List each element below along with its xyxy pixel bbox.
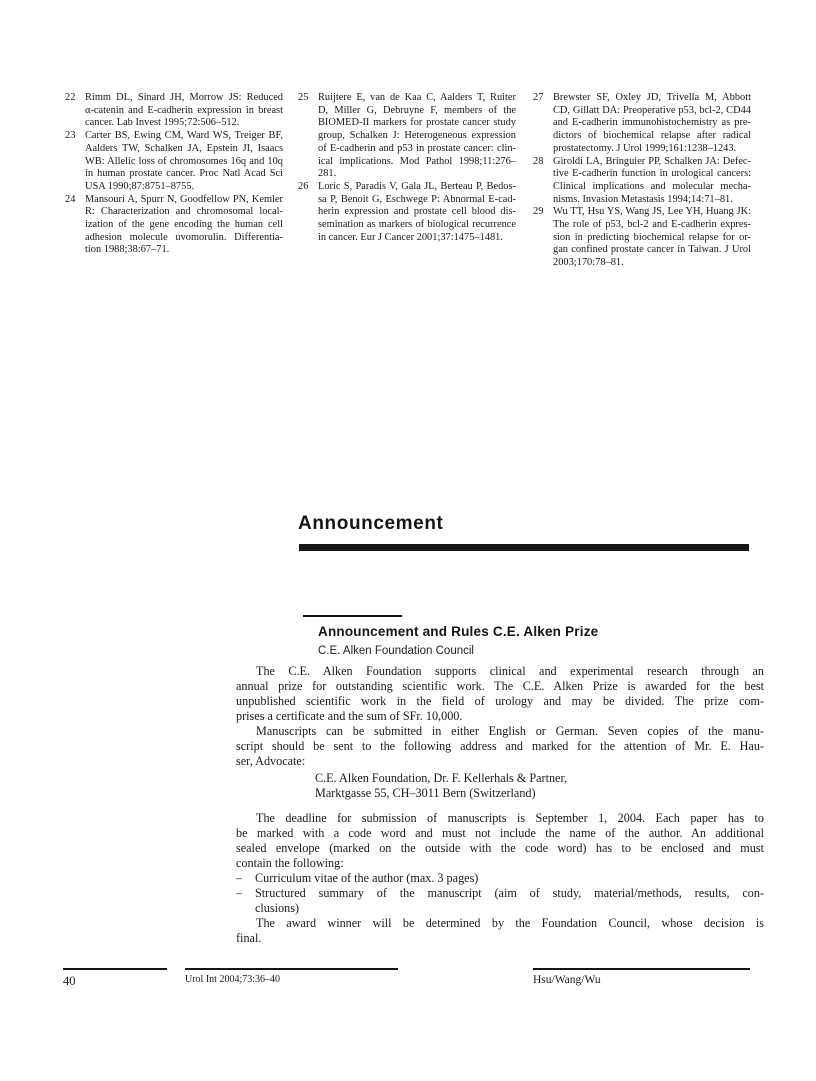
running-title: Hsu/Wang/Wu bbox=[533, 973, 601, 986]
reference-text bbox=[318, 92, 516, 181]
reference-item bbox=[533, 92, 751, 156]
bullet-item bbox=[236, 871, 764, 886]
reference-number: 29 bbox=[533, 206, 544, 218]
text-line: Marktgasse 55, CH–3011 Bern (Switzerland) bbox=[315, 786, 536, 800]
page-number: 40 bbox=[63, 973, 76, 988]
reference-item bbox=[533, 156, 751, 207]
text-line: Brewster SF, Oxley JD, Trivella M, Abbott bbox=[553, 92, 751, 103]
announcement-body bbox=[236, 664, 764, 946]
text-line: 2003;170:78–81. bbox=[553, 257, 624, 269]
text-line: and E-cadherin immunohistochemistry as pre- bbox=[553, 117, 751, 129]
text-line: The role of p53, bcl-2 and E-cadherin expres- bbox=[553, 219, 751, 231]
text-line: Ruijtere E, van de Kaa C, Aalders T, Ruiter bbox=[318, 92, 516, 103]
text-line: R: Characterization and chromosomal local- bbox=[85, 206, 283, 218]
reference-text bbox=[553, 206, 751, 270]
text-line: unpublished scientific work in the field of urology and may be divided. The prize com- bbox=[236, 694, 764, 708]
paragraph bbox=[236, 811, 764, 871]
reference-item bbox=[65, 194, 283, 258]
reference-item bbox=[298, 181, 516, 245]
reference-number: 24 bbox=[65, 193, 76, 205]
text-line: clusions) bbox=[255, 901, 300, 915]
text-line: cancer. Lab Invest 1995;72:506–512. bbox=[85, 117, 240, 129]
text-line: in human prostate cancer. Proc Natl Acad Sci bbox=[85, 168, 283, 180]
bullet-dash: – bbox=[236, 871, 243, 885]
text-line: nisms. Invasion Metastasis 1994;14:71–81. bbox=[553, 193, 733, 205]
paragraph bbox=[236, 916, 764, 946]
paragraph bbox=[236, 664, 764, 724]
text-line: sealed envelope (marked on the outside with the code word) has to be enclosed and must bbox=[236, 841, 764, 855]
reference-number: 26 bbox=[298, 180, 309, 192]
footer-page-number-block bbox=[63, 968, 167, 989]
reference-number: 27 bbox=[533, 92, 544, 103]
reference-item bbox=[533, 206, 751, 270]
reference-column bbox=[65, 92, 283, 270]
text-line: final. bbox=[236, 931, 262, 945]
address-block bbox=[315, 771, 764, 801]
heading-rule bbox=[303, 615, 402, 617]
reference-text bbox=[85, 130, 283, 194]
reference-text bbox=[318, 181, 516, 245]
text-line: sa P, Benoit G, Eschwege P: Abnormal E-cad- bbox=[318, 193, 516, 205]
text-line: of E-cadherin and p53 in prostate cancer: clin- bbox=[318, 142, 516, 154]
text-line: Loric S, Paradis V, Gala JL, Berteau P, Bedos- bbox=[318, 180, 516, 192]
reference-item bbox=[298, 92, 516, 181]
reference-text bbox=[553, 92, 751, 156]
reference-item bbox=[65, 130, 283, 194]
footer-rule bbox=[63, 968, 167, 970]
announcement-author: C.E. Alken Foundation Council bbox=[318, 645, 474, 657]
text-line: The deadline for submission of manuscripts is September 1, 2004. Each paper has to bbox=[256, 811, 764, 825]
reference-text bbox=[85, 194, 283, 258]
paragraph bbox=[236, 724, 764, 769]
text-line: herin expression and prostate cell blood dis- bbox=[318, 206, 516, 218]
journal-reference: Urol Int 2004;73:36–40 bbox=[185, 973, 280, 985]
text-line: contain the following: bbox=[236, 856, 344, 870]
text-line: tive E-cadherin function in urological cancers: bbox=[553, 168, 751, 180]
footer-rule bbox=[185, 968, 398, 970]
text-line: D, Miller G, Debruyne F, members of the bbox=[318, 104, 516, 116]
text-line: Aalders TW, Schalken JA, Epstein JI, Isaacs bbox=[85, 142, 283, 154]
announcement-title: Announcement and Rules C.E. Alken Prize bbox=[318, 624, 599, 639]
text-line: The award winner will be determined by the Foundation Council, whose decision is bbox=[256, 916, 764, 930]
footer-rule bbox=[533, 968, 750, 970]
text-line: prises a certificate and the sum of SFr. 10,000. bbox=[236, 709, 463, 723]
section-rule-bar bbox=[299, 544, 749, 551]
text-line: adhesion molecule uvomorulin. Differentia- bbox=[85, 231, 283, 243]
text-line: group, Schalken J: Heterogeneous expression bbox=[318, 130, 516, 142]
reference-item bbox=[65, 92, 283, 130]
reference-number: 23 bbox=[65, 130, 76, 142]
text-line: gan confined prostate cancer in Taiwan. J Urol bbox=[553, 244, 751, 256]
text-line: α-catenin and E-cadherin expression in breast bbox=[85, 104, 283, 116]
reference-number: 28 bbox=[533, 155, 544, 167]
footer-running-title-block bbox=[533, 968, 750, 986]
text-line: Carter BS, Ewing CM, Ward WS, Treiger BF, bbox=[85, 130, 283, 142]
references-section bbox=[65, 92, 751, 270]
section-title: Announcement bbox=[298, 513, 444, 534]
text-line: script should be sent to the following address and marked for the attention of Mr. E. Hau- bbox=[236, 739, 764, 753]
reference-column bbox=[298, 92, 516, 270]
text-line: Mansouri A, Spurr N, Goodfellow PN, Kemler bbox=[85, 193, 283, 205]
text-line: ser, Advocate: bbox=[236, 754, 306, 768]
footer-journal-block bbox=[185, 968, 398, 985]
text-line: in cancer. Eur J Cancer 2001;37:1475–1481. bbox=[318, 231, 503, 243]
text-line: BIOMED-II markers for prostate cancer study bbox=[318, 117, 516, 129]
text-line: annual prize for outstanding scientific work. The C.E. Alken Prize is awarded for the best bbox=[236, 679, 764, 693]
text-line: dictors of biochemical relapse after radical bbox=[553, 130, 751, 142]
reference-text bbox=[85, 92, 283, 130]
reference-number: 25 bbox=[298, 92, 309, 103]
text-line: Rimm DL, Sinard JH, Morrow JS: Reduced bbox=[85, 92, 283, 103]
bullet-dash: – bbox=[236, 886, 243, 900]
reference-text bbox=[553, 156, 751, 207]
text-line: be marked with a code word and must not include the name of the author. An additional bbox=[236, 826, 764, 840]
text-line: Structured summary of the manuscript (aim of study, material/methods, results, con- bbox=[255, 886, 764, 900]
text-line: sion in predicting biochemical relapse for or- bbox=[553, 231, 751, 243]
text-line: semination as markers of biological recurrence bbox=[318, 219, 516, 231]
text-line: Curriculum vitae of the author (max. 3 pages) bbox=[255, 871, 479, 885]
text-line: ical implications. Mod Pathol 1998;11:276– bbox=[318, 155, 516, 167]
text-line: USA 1990;87:8751–8755. bbox=[85, 180, 195, 192]
text-line: 281. bbox=[318, 168, 337, 180]
bullet-item bbox=[236, 886, 764, 916]
text-line: C.E. Alken Foundation, Dr. F. Kellerhals & Partner, bbox=[315, 771, 568, 785]
text-line: WB: Allelic loss of chromosomes 16q and 10q bbox=[85, 155, 283, 167]
text-line: Manuscripts can be submitted in either English or German. Seven copies of the manu- bbox=[256, 724, 764, 738]
text-line: Wu TT, Hsu YS, Wang JS, Lee YH, Huang JK: bbox=[553, 206, 751, 218]
text-line: tion 1988;38:67–71. bbox=[85, 244, 170, 256]
text-line: CD, Gillatt DA: Preoperative p53, bcl-2, CD44 bbox=[553, 104, 751, 116]
text-line: The C.E. Alken Foundation supports clinical and experimental research through an bbox=[256, 664, 764, 678]
reference-column bbox=[533, 92, 751, 270]
text-line: prostatectomy. J Urol 1999;161:1238–1243. bbox=[553, 142, 737, 154]
text-line: ization of the gene encoding the human cell bbox=[85, 219, 283, 231]
text-line: Giroldi LA, Bringuier PP, Schalken JA: Defec- bbox=[553, 155, 751, 167]
reference-number: 22 bbox=[65, 92, 76, 103]
text-line: Clinical implications and molecular mecha- bbox=[553, 180, 751, 192]
